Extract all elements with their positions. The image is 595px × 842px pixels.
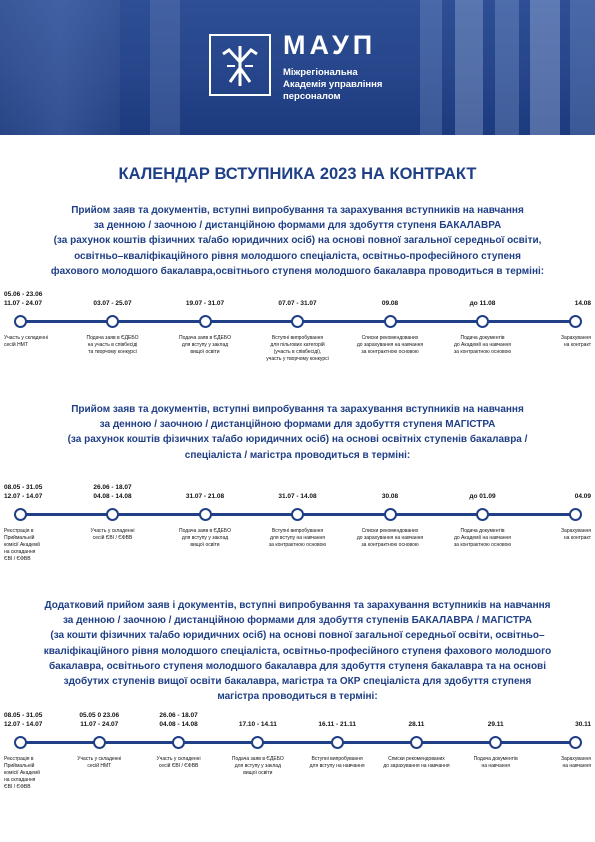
desc-line: для вступу на навчання	[309, 763, 365, 769]
desc-line: на складання	[4, 777, 36, 783]
desc-line: сесій ЄВІ / ЄФВВ	[158, 763, 199, 769]
logo	[209, 34, 271, 96]
date-line: 26.06 - 18.07	[159, 712, 198, 719]
date-line: 28.11	[408, 720, 425, 728]
desc-line: вищої освіти	[190, 349, 220, 355]
desc-line: за контрактною основою	[453, 349, 512, 355]
desc-line: Приймальній	[4, 763, 35, 769]
date-line: 30.11	[575, 720, 591, 728]
intro-line: бакалавра, освітнього ступеня молодшого бакалавра для здобуття ступеня бакалавра та на основі	[49, 660, 546, 672]
page-title: КАЛЕНДАР ВСТУПНИКА 2023 НА КОНТРАКТ	[118, 165, 477, 183]
date-line: 04.08 - 14.08	[93, 492, 132, 500]
date-line: 16.11 - 21.11	[318, 720, 356, 728]
desc-line: для вступу у заклад	[234, 763, 281, 769]
desc-line: за контрактною основою	[453, 542, 512, 548]
intro-line: (за рахунок коштів фізичних та/або юридичних осіб) на основі повної загальної середньої освіти,	[53, 235, 542, 247]
intro-line: за денною / заочною / дистанційною формами для здобуття ступенів БАКАЛАВРА / МАГІСТРА	[62, 615, 533, 627]
desc-line: на контракт	[563, 535, 591, 541]
intro-line: кваліфікаційного рівня молодшого спеціаліста, освітньо-професійного ступеня фахового молодшого	[43, 645, 552, 657]
milestone-date	[165, 493, 245, 502]
timeline-node	[106, 315, 119, 328]
date-line: 08.05 - 31.05	[4, 484, 43, 491]
timeline-node	[476, 315, 489, 328]
desc-line: Участь у складенні	[90, 528, 135, 534]
date-line: 12.07 - 14.07	[4, 720, 43, 728]
desc-line: за контрактною основою	[361, 542, 419, 548]
date-line: 11.07 - 24.07	[80, 720, 119, 728]
section-intro	[20, 203, 575, 279]
milestone-date	[258, 493, 338, 502]
date-line: 08.05 - 31.05	[4, 712, 43, 719]
timeline-node	[199, 315, 212, 328]
logo-emblem-icon	[219, 42, 261, 90]
date-line: 07.07 - 31.07	[278, 299, 317, 307]
date-line: 29.11	[487, 720, 504, 728]
intro-line: спеціаліста / магістра проводиться в терміні:	[184, 449, 411, 461]
intro-line: Прийом заяв та документів, вступні випробування та зарахування вступників на навчання	[71, 404, 524, 415]
desc-line: Участь у складенні	[156, 756, 201, 762]
timeline-node	[291, 508, 304, 521]
desc-line: до зарахування на навчання	[356, 535, 424, 541]
milestone-description	[218, 756, 298, 777]
intro-line: Прийом заяв та документів, вступні випробування та зарахування вступників на навчання	[71, 205, 524, 216]
timeline-node	[251, 736, 264, 749]
desc-line: Списки рекомендованих	[388, 756, 445, 762]
timeline-node	[106, 508, 119, 521]
desc-line: до зарахування на навчання	[356, 342, 424, 348]
desc-line: Подача заяв в ЄДЕБО	[179, 528, 231, 534]
desc-line: за контрактною основою	[268, 542, 327, 548]
date-line: 19.07 - 31.07	[185, 299, 225, 307]
timeline-node	[489, 736, 502, 749]
timeline-node	[199, 508, 212, 521]
milestone-description	[73, 335, 153, 356]
milestone-description	[511, 528, 591, 542]
desc-line: вищої освіти	[190, 542, 220, 548]
date-line: 04.09	[574, 492, 591, 500]
date-line: 09.08	[381, 299, 399, 307]
desc-line: за контрактною основою	[361, 349, 419, 355]
milestone-description	[511, 335, 591, 349]
desc-line: Реєстрація в	[4, 756, 34, 762]
milestone-description	[139, 756, 219, 770]
desc-line: Реєстрація в	[4, 528, 34, 534]
milestone-date	[73, 300, 153, 309]
brand-name: МАУП	[283, 30, 377, 60]
intro-line: Додатковий прийом заяв і документів, вступні випробування та зарахування вступників на навчання	[44, 600, 551, 611]
milestone-description	[258, 528, 338, 549]
milestone-date	[218, 721, 298, 730]
desc-line: Вступні випробування	[271, 335, 324, 341]
intro-line: фахового молодшого бакалавра,освітнього ступеня молодшого бакалавра проводиться в терміні:	[50, 265, 545, 277]
desc-line: до Академії на навчання	[453, 342, 512, 348]
desc-line: Вступні випробування	[311, 756, 363, 762]
intro-line: здобутих ступенів вищої освіти бакалавра, магістра та ОКР спеціаліста для здобуття ступеня	[63, 676, 532, 688]
timeline-node	[569, 736, 582, 749]
desc-line: до Академії на навчання	[453, 535, 512, 541]
milestone-description	[258, 335, 338, 363]
desc-line: Подача документів	[473, 756, 518, 762]
date-line: 05.05 0 23.06	[79, 712, 120, 719]
intro-line: за денною / заочною / дистанційною формами для здобуття ступеня МАГІСТРА	[99, 419, 496, 431]
date-line: 03.07 - 25.07	[93, 299, 132, 307]
timeline-node	[384, 508, 397, 521]
timeline-node	[569, 315, 582, 328]
timeline-node	[331, 736, 344, 749]
desc-line: на складання	[4, 549, 36, 555]
desc-line: сесій ЄВІ / ЄФВВ	[92, 535, 133, 541]
milestone-date	[511, 300, 591, 309]
date-line: 14.08	[574, 299, 591, 307]
milestone-date	[350, 493, 430, 502]
timeline-node	[14, 508, 27, 521]
date-line: 11.07 - 24.07	[4, 299, 42, 307]
desc-line: вищої освіти	[243, 770, 273, 776]
timeline-node	[410, 736, 423, 749]
milestone-date	[165, 300, 245, 309]
desc-line: сесій НМТ	[4, 342, 28, 348]
timeline-node	[14, 315, 27, 328]
desc-line: Участь у складенні	[4, 335, 49, 341]
date-line: 04.08 - 14.08	[159, 720, 198, 728]
timeline-node	[569, 508, 582, 521]
header-banner	[0, 0, 595, 135]
timeline-node	[172, 736, 185, 749]
milestone-date	[350, 300, 430, 309]
desc-line: та творчому конкурсі	[88, 349, 137, 355]
desc-line: на участь в співбесіді	[87, 342, 138, 348]
desc-line: Участь у складенні	[77, 756, 122, 762]
desc-line: Подача заяв в ЄДЕБО	[179, 335, 231, 341]
desc-line: Подача заяв в ЄДЕБО	[86, 335, 139, 341]
desc-line: Зарахування	[561, 335, 591, 341]
desc-line: Вступні випробування	[271, 528, 324, 534]
desc-line: Подача документів	[460, 335, 505, 341]
timeline-node	[291, 315, 304, 328]
date-line: 12.07 - 14.07	[4, 492, 43, 500]
desc-line: участь у творчому конкурсі	[266, 356, 329, 362]
desc-line: (участь в співбесіді),	[273, 349, 322, 355]
milestone-date	[73, 484, 153, 501]
desc-line: ЄВІ / ЄФВВ	[4, 784, 31, 790]
timeline-node	[14, 736, 27, 749]
milestone-date	[297, 721, 377, 730]
desc-line: для вступу у заклад	[181, 535, 229, 541]
milestone-description	[165, 528, 245, 549]
milestone-description	[350, 335, 430, 356]
desc-line: для вступу на навчання	[270, 535, 325, 541]
milestone-date	[139, 712, 219, 729]
milestone-description	[73, 528, 153, 542]
desc-line: Списки рекомендованих	[361, 335, 419, 341]
milestone-date	[511, 721, 591, 730]
desc-line: Зарахування	[561, 756, 591, 762]
milestone-description	[350, 528, 430, 549]
date-line: 17.10 - 14.11	[238, 720, 277, 728]
milestone-date	[59, 712, 139, 729]
desc-line: до зарахування на навчання	[383, 763, 450, 769]
desc-line: Зарахування	[561, 528, 591, 534]
timeline-node	[384, 315, 397, 328]
date-line: до 01.09	[469, 492, 496, 500]
date-line: 31.07 - 14.08	[278, 492, 317, 500]
intro-line: (за рахунок коштів фізичних та/або юридичних осіб) на основі освітніх ступенів бакалавра /	[67, 434, 528, 446]
milestone-description	[376, 756, 456, 770]
milestone-description	[297, 756, 377, 770]
date-line: 05.06 - 23.06	[4, 291, 43, 298]
desc-line: комісії Академії	[4, 542, 41, 548]
milestone-date	[511, 493, 591, 502]
date-line: 26.06 - 18.07	[93, 484, 132, 491]
milestone-date	[258, 300, 338, 309]
desc-line: комісії Академії	[4, 770, 41, 776]
desc-line: для вступу у заклад	[181, 342, 229, 348]
milestone-date	[376, 721, 456, 730]
intro-line: освітньо–кваліфікаційного рівня молодшого спеціаліста, освітньо-професійного ступеня	[74, 250, 521, 262]
desc-line: Подача документів	[460, 528, 505, 534]
date-line: до 11.08	[469, 299, 496, 307]
desc-line: сесій НМТ	[87, 763, 112, 769]
date-line: 30.08	[381, 492, 399, 500]
intro-line: магістра проводиться в терміні:	[217, 691, 378, 703]
desc-line: Подача заяв в ЄДЕБО	[231, 756, 284, 762]
desc-line: на контракт	[563, 342, 591, 348]
section-intro	[20, 598, 575, 704]
desc-line: на навчання	[562, 763, 591, 769]
timeline-node	[93, 736, 106, 749]
brand-subtitle: Міжрегіональна Академія управління персоналом	[283, 67, 383, 102]
timeline-node	[476, 508, 489, 521]
intro-line: (за кошти фізичних та/або юридичних осіб) на основі повної загальної середньої освіти, освітньо–	[50, 630, 545, 642]
desc-line: Списки рекомендованих	[361, 528, 419, 534]
intro-line: за денною / заочною / дистанційною формами для здобуття ступеня БАКАЛАВРА	[93, 220, 502, 232]
milestone-description	[165, 335, 245, 356]
desc-line: ЄВІ / ЄФВВ	[4, 556, 31, 562]
section-intro	[20, 402, 575, 463]
date-line: 31.07 - 21.08	[185, 492, 225, 500]
desc-line: для пільгових категорій	[270, 342, 325, 348]
desc-line: на навчання	[481, 763, 510, 769]
desc-line: Приймальній	[4, 535, 35, 541]
milestone-description	[59, 756, 139, 770]
milestone-description	[511, 756, 591, 770]
